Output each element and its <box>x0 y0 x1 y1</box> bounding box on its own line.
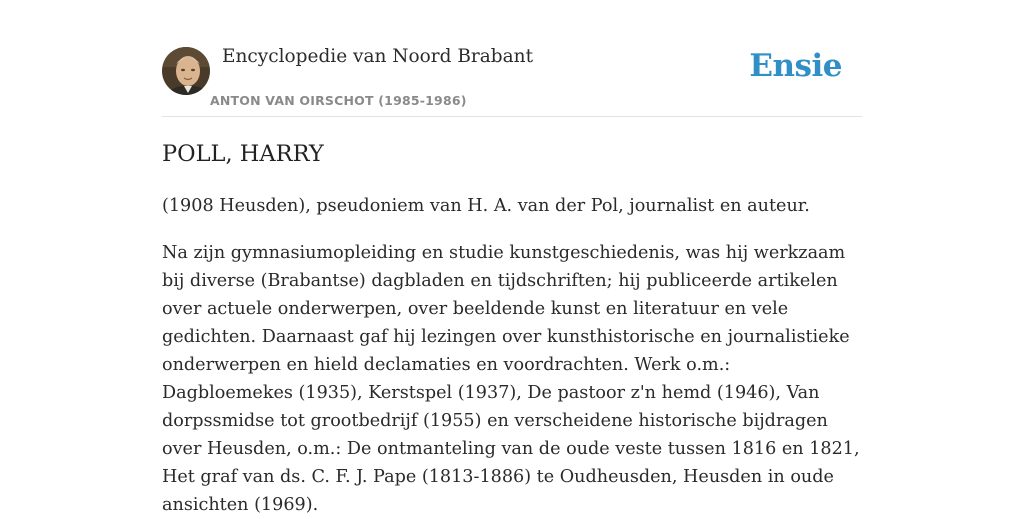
author-portrait-icon <box>162 47 210 95</box>
author-name[interactable]: ANTON VAN OIRSCHOT (1985-1986) <box>210 93 467 108</box>
author-avatar[interactable] <box>162 47 210 95</box>
ensie-logo-link[interactable]: Ensie <box>749 48 842 84</box>
entry-paragraph: (1908 Heusden), pseudoniem van H. A. van der Pol, journalist en auteur. <box>162 196 810 216</box>
header <box>162 0 862 117</box>
book-title-link[interactable]: Encyclopedie van Noord Brabant <box>222 46 534 67</box>
entry-title: POLL, HARRY <box>162 141 324 167</box>
entry-paragraph: Na zijn gymnasiumopleiding en studie kunstgeschiedenis, was hij werkzaam bij diverse (Brabantse) dagbladen en tijdschriften; hij publiceerde artikelen over actuele onderwerpen, over beeldende kunst en literatuur en vele gedichten. Daarnaast gaf hij lezingen over kunsthistorische en journalistieke onderwerpen en hield declamaties en voordrachten. Werk o.m.: Dagbloemekes (1935), Kerstspel (1937), De pastoor z'n hemd (1946), Van dorpssmidse tot grootbedrijf (1955) en verscheidene historische bijdragen over Heusden, o.m.: De ontmanteling van de oude veste tussen 1816 en 1821, Het graf van ds. C. F. J. Pape (1813-1886) te Oudheusden, Heusden in oude ansichten (1969). <box>162 243 860 515</box>
page-content <box>162 0 862 515</box>
